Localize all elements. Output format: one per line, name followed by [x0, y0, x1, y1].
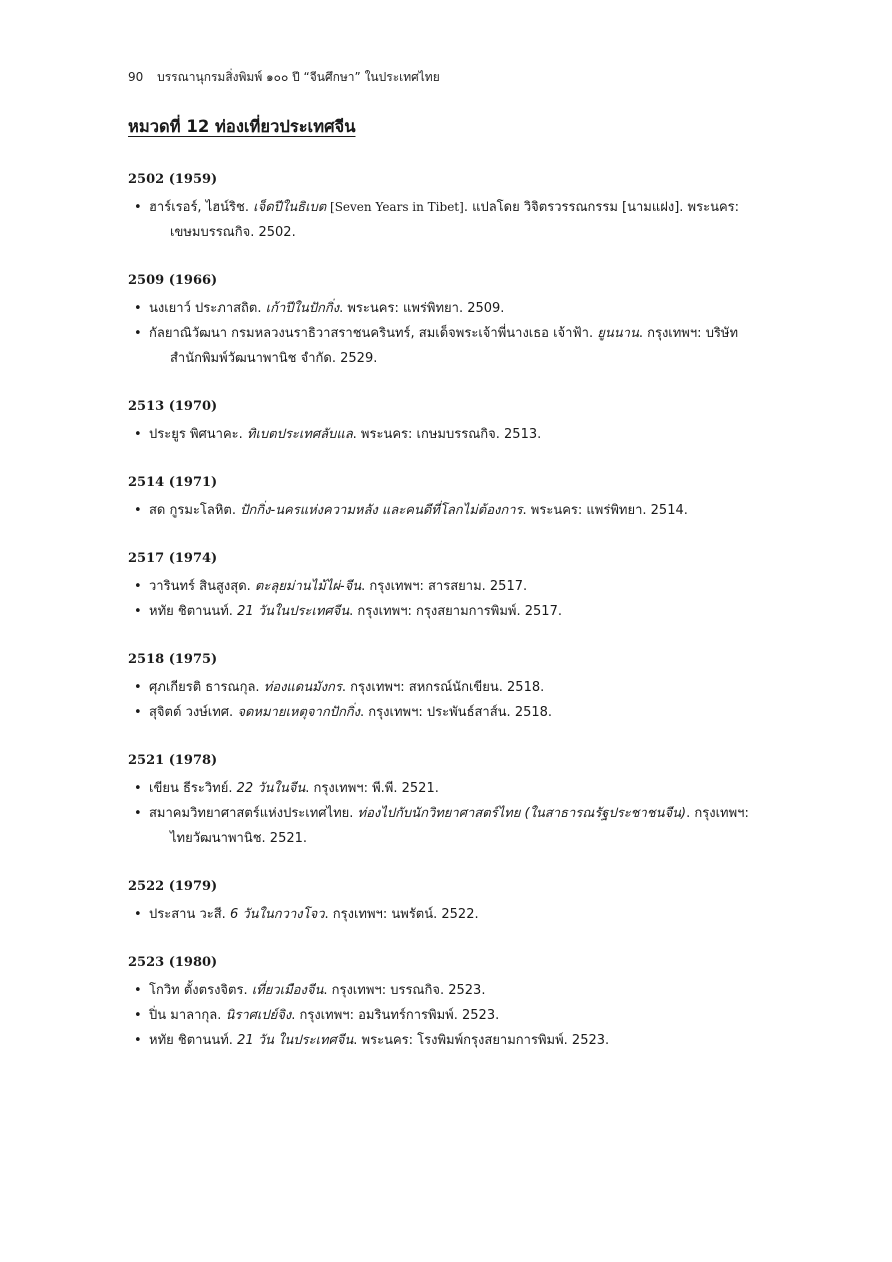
entry-title: 22 วันในจีน	[236, 781, 306, 796]
entry-author: ฮาร์เรอร์, ไฮน์ริช.	[149, 200, 254, 215]
bullet-icon: •	[134, 326, 142, 341]
entry-author: นงเยาว์ ประภาสถิต.	[149, 301, 266, 316]
entry-publication: . กรุงเทพฯ: พี.พี. 2521.	[305, 781, 439, 796]
entry-line	[149, 776, 770, 801]
entry-author: โกวิท ตั้งตรงจิตร.	[149, 983, 252, 998]
entry-list	[128, 776, 778, 851]
entry-author: หทัย ชิตานนท์.	[149, 604, 238, 619]
entry-author: ปิ่น มาลากุล.	[149, 1008, 226, 1023]
entry-list	[128, 574, 778, 624]
bibliography-entry	[128, 599, 778, 624]
entry-title: ทิเบตประเทศลับแล	[246, 427, 353, 442]
entry-continuation: ไทยวัฒนาพานิช. 2521.	[170, 831, 308, 846]
bibliography-entry	[128, 700, 778, 725]
bullet-icon: •	[134, 604, 142, 619]
entry-line	[149, 675, 770, 700]
entry-publication: . กรุงเทพฯ:	[686, 806, 749, 821]
entry-line	[149, 422, 770, 447]
year-heading: 2523 (1980)	[128, 955, 218, 970]
entry-publication: . แปลโดย วิจิตรวรรณกรรม [นามแฝง]. พระนคร:	[463, 200, 740, 215]
bibliography-entry	[128, 296, 778, 321]
entry-line	[149, 902, 770, 927]
entry-publication: . พระนคร: เกษมบรรณกิจ. 2513.	[352, 427, 542, 442]
bullet-icon: •	[134, 1008, 142, 1023]
bibliography-entry	[128, 1028, 778, 1053]
entry-author: สด กูรมะโลหิต.	[149, 503, 241, 518]
bibliography-entry	[128, 195, 778, 245]
entry-publication: . กรุงเทพฯ: สหกรณ์นักเขียน. 2518.	[341, 680, 545, 695]
entry-list	[128, 296, 778, 371]
bibliography-entry	[128, 902, 778, 927]
bibliography-entry	[128, 675, 778, 700]
running-header	[128, 68, 440, 86]
entry-author: สมาคมวิทยาศาสตร์แห่งประเทศไทย.	[149, 806, 358, 821]
bullet-icon: •	[134, 781, 142, 796]
entry-author: วารินทร์ สินสูงสุด.	[149, 579, 255, 594]
year-heading: 2522 (1979)	[128, 879, 218, 894]
bibliography-entry	[128, 776, 778, 801]
year-heading: 2513 (1970)	[128, 399, 218, 414]
year-heading: 2517 (1974)	[128, 551, 218, 566]
bullet-icon: •	[134, 680, 142, 695]
entry-line	[149, 700, 770, 725]
year-heading: 2502 (1959)	[128, 172, 218, 187]
year-section	[128, 473, 778, 523]
entry-title: ท่องแดนมังกร	[263, 680, 342, 695]
entry-list	[128, 195, 778, 245]
bibliography-entry	[128, 1003, 778, 1028]
entry-title: เก้าปีในปักกิ่ง	[265, 301, 340, 316]
entry-author: ประสาน วะสี.	[149, 907, 230, 922]
entry-title: เจ็ดปีในธิเบต	[253, 200, 327, 215]
bullet-icon: •	[134, 427, 142, 442]
bibliography-entry	[128, 574, 778, 599]
bullet-icon: •	[134, 503, 142, 518]
entry-publication: . กรุงเทพฯ: ประพันธ์สาส์น. 2518.	[360, 705, 553, 720]
year-section	[128, 549, 778, 624]
entry-publication: . พระนคร: แพร่พิทยา. 2514.	[522, 503, 688, 518]
entry-title: 21 วันในประเทศจีน	[237, 604, 350, 619]
page-number: 90	[128, 70, 144, 84]
entry-line	[149, 1003, 770, 1028]
entry-title: 6 วันในกวางโจว	[229, 907, 325, 922]
entry-publication: . กรุงเทพฯ: บริษัท	[638, 326, 739, 341]
entry-author: ศุภเกียรติ ธารณกุล.	[149, 680, 264, 695]
entry-line	[149, 1028, 770, 1053]
year-heading: 2514 (1971)	[128, 475, 218, 490]
entry-author: หทัย ชิตานนท์.	[149, 1033, 238, 1048]
entry-line	[149, 978, 770, 1003]
bibliography-entry	[128, 978, 778, 1003]
bullet-icon: •	[134, 1033, 142, 1048]
year-heading: 2521 (1978)	[128, 753, 218, 768]
year-section	[128, 170, 778, 245]
year-section	[128, 271, 778, 371]
bullet-icon: •	[134, 983, 142, 998]
entry-publication: . กรุงเทพฯ: สารสยาม. 2517.	[361, 579, 528, 594]
entry-author: กัลยาณิวัฒนา กรมหลวงนราธิวาสราชนครินทร์, สมเด็จพระเจ้าพี่นางเธอ เจ้าฟ้า.	[149, 326, 598, 341]
bullet-icon: •	[134, 705, 142, 720]
entry-title: เที่ยวเมืองจีน	[251, 983, 324, 998]
bullet-icon: •	[134, 907, 142, 922]
entry-line	[149, 801, 770, 826]
entry-line	[149, 599, 770, 624]
entry-title: นิราศเปย์จิง	[225, 1008, 292, 1023]
year-section	[128, 650, 778, 725]
bibliography-entry	[128, 498, 778, 523]
entry-list	[128, 978, 778, 1053]
bibliography-entry	[128, 422, 778, 447]
entry-list	[128, 422, 778, 447]
year-section	[128, 751, 778, 851]
entry-list	[128, 675, 778, 725]
entry-publication: . กรุงเทพฯ: นพรัตน์. 2522.	[324, 907, 479, 922]
year-heading: 2509 (1966)	[128, 273, 218, 288]
year-section	[128, 397, 778, 447]
bullet-icon: •	[134, 301, 142, 316]
bibliography-entry	[128, 801, 778, 851]
entry-line	[149, 195, 770, 220]
entry-title: 21 วัน ในประเทศจีน	[237, 1033, 354, 1048]
entry-line	[149, 498, 770, 523]
bullet-icon: •	[134, 806, 142, 821]
entry-continuation: เขษมบรรณกิจ. 2502.	[170, 225, 296, 240]
year-section	[128, 953, 778, 1053]
entry-original-title: [Seven Years in Tibet]	[326, 200, 464, 214]
entry-line	[149, 321, 770, 346]
entry-title: จดหมายเหตุจากปักกิ่ง	[237, 705, 361, 720]
entry-publication: . พระนคร: โรงพิมพ์กรุงสยามการพิมพ์. 2523.	[353, 1033, 610, 1048]
entry-line	[149, 574, 770, 599]
entry-list	[128, 902, 778, 927]
year-heading: 2518 (1975)	[128, 652, 218, 667]
entry-publication: . กรุงเทพฯ: บรรณกิจ. 2523.	[323, 983, 486, 998]
year-section	[128, 877, 778, 927]
bullet-icon: •	[134, 579, 142, 594]
entry-publication: . กรุงเทพฯ: กรุงสยามการพิมพ์. 2517.	[349, 604, 562, 619]
entry-publication: . กรุงเทพฯ: อมรินทร์การพิมพ์. 2523.	[291, 1008, 500, 1023]
entry-publication: . พระนคร: แพร่พิทยา. 2509.	[339, 301, 505, 316]
entry-title: ตะลุยม่านไม้ไผ่-จีน	[254, 579, 362, 594]
bibliography-entry	[128, 321, 778, 371]
entry-list	[128, 498, 778, 523]
entry-title: ยูนนาน	[597, 326, 639, 341]
chapter-title: หมวดที่ 12 ท่องเที่ยวประเทศจีน	[128, 117, 356, 136]
entry-title: ปักกิ่ง-นครแห่งความหลัง และคนดีที่โลกไม่ต้องการ	[240, 503, 523, 518]
entry-continuation: สำนักพิมพ์วัฒนาพานิช จำกัด. 2529.	[170, 351, 378, 366]
bullet-icon: •	[134, 200, 142, 215]
entry-author: สุจิตต์ วงษ์เทศ.	[149, 705, 238, 720]
entry-line	[149, 296, 770, 321]
book-title: บรรณานุกรมสิ่งพิมพ์ ๑๐๐ ปี “จีนศึกษา” ในประเทศไทย	[157, 70, 440, 84]
bibliography-list	[128, 170, 778, 1079]
entry-author: ประยูร พิศนาคะ.	[149, 427, 247, 442]
entry-title: ท่องไปกับนักวิทยาศาสตร์ไทย (ในสาธารณรัฐประชาชนจีน)	[357, 806, 687, 821]
entry-author: เขียน ธีระวิทย์.	[149, 781, 237, 796]
